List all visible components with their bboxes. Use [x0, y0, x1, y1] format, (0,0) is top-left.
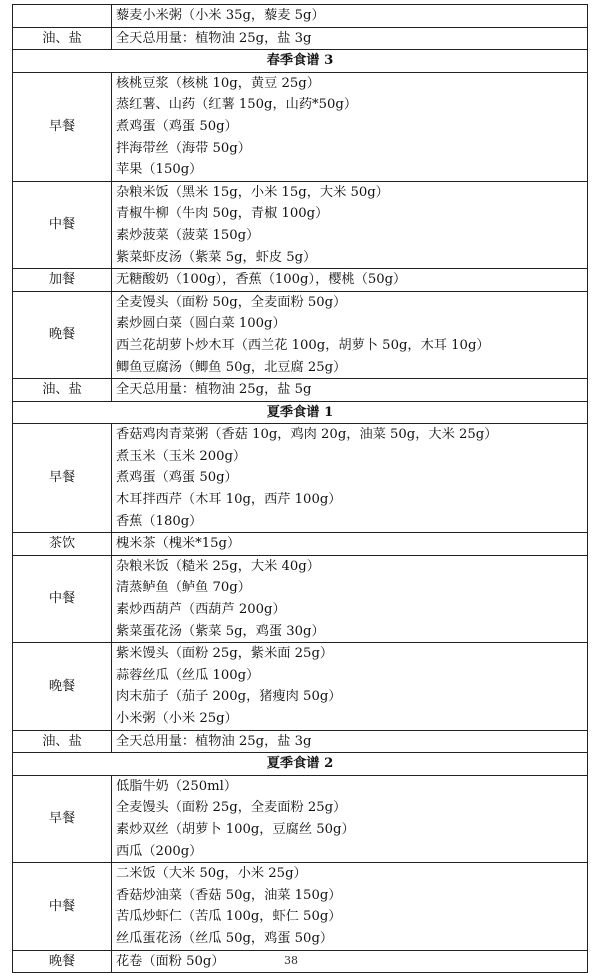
- food-item: 紫菜蛋花汤（紫菜 5g，鸡蛋 30g）: [116, 623, 325, 639]
- section-header-row: [13, 50, 588, 73]
- food-item: 苹果（150g）: [116, 162, 203, 178]
- menu-table: [12, 4, 588, 973]
- meal-items: [112, 555, 588, 642]
- meal-row: [13, 863, 588, 950]
- food-item: 小米粥（小米 25g）: [116, 711, 238, 726]
- food-item: 木耳拌西芹（木耳 10g，西芹 100g）: [116, 492, 342, 508]
- meal-row: [13, 72, 588, 181]
- meal-row: [13, 291, 588, 378]
- meal-row: [13, 555, 588, 642]
- meal-label: 加餐: [13, 269, 112, 292]
- meal-items: [112, 775, 588, 862]
- food-item: 西兰花胡萝卜炒木耳（西兰花 100g，胡萝卜 50g，木耳 10g）: [116, 337, 490, 353]
- food-item: 煮鸡蛋（鸡蛋 50g）: [116, 118, 238, 134]
- meal-label: 早餐: [13, 72, 112, 181]
- food-item: 低脂牛奶（250ml）: [116, 778, 238, 794]
- meal-row: [13, 379, 588, 402]
- food-item: 清蒸鲈鱼（鲈鱼 70g）: [116, 580, 251, 596]
- meal-items: [112, 269, 588, 292]
- meal-row: [13, 533, 588, 556]
- meal-label: 油、盐: [13, 379, 112, 402]
- meal-items: [112, 950, 588, 973]
- food-item: 全天总用量：植物油 25g，盐 3g: [116, 30, 312, 46]
- food-item: 鲫鱼豆腐汤（鲫鱼 50g，北豆腐 25g）: [116, 359, 347, 375]
- food-item: 香蕉（180g）: [116, 513, 203, 529]
- meal-label: [13, 5, 112, 28]
- food-item: 无糖酸奶（100g），香蕉（100g），樱桃（50g）: [116, 272, 407, 288]
- food-item: 二米饭（大米 50g，小米 25g）: [116, 866, 307, 882]
- meal-items: [112, 730, 588, 753]
- food-item: 丝瓜蛋花汤（丝瓜 50g，鸡蛋 50g）: [116, 930, 334, 946]
- food-item: 槐米茶（槐米*15g）: [116, 536, 241, 552]
- food-item: 香菇鸡肉青菜粥（香菇 10g，鸡肉 20g，油菜 50g，大米 25g）: [116, 427, 498, 443]
- meal-items: [112, 379, 588, 402]
- food-item: 杂粮米饭（黑米 15g，小米 15g，大米 50g）: [116, 184, 389, 200]
- food-item: 全天总用量：植物油 25g，盐 5g: [116, 382, 312, 398]
- food-item: 青椒牛柳（牛肉 50g，青椒 100g）: [116, 206, 329, 222]
- menu-table-body: [13, 5, 588, 973]
- meal-items: [112, 424, 588, 533]
- section-title: 夏季食谱 1: [13, 401, 588, 424]
- meal-row: [13, 424, 588, 533]
- food-item: 紫米馒头（面粉 25g，紫米面 25g）: [116, 646, 334, 662]
- meal-label: 晚餐: [13, 643, 112, 730]
- meal-row: [13, 730, 588, 753]
- meal-label: 茶饮: [13, 533, 112, 556]
- meal-row: [13, 950, 588, 973]
- food-item: 蒸红薯、山药（红薯 150g，山药*50g）: [116, 97, 358, 113]
- food-item: 煮玉米（玉米 200g）: [116, 448, 247, 464]
- food-item: 花卷（面粉 50g）: [116, 953, 225, 969]
- meal-row: [13, 27, 588, 50]
- food-item: 全麦馒头（面粉 25g，全麦面粉 25g）: [116, 800, 347, 816]
- meal-label: 中餐: [13, 863, 112, 950]
- meal-label: 中餐: [13, 181, 112, 268]
- food-item: 蒜蓉丝瓜（丝瓜 100g）: [116, 667, 260, 683]
- meal-items: [112, 863, 588, 950]
- meal-label: 中餐: [13, 555, 112, 642]
- food-item: 煮鸡蛋（鸡蛋 50g）: [116, 470, 238, 486]
- meal-label: 早餐: [13, 775, 112, 862]
- meal-items: [112, 643, 588, 730]
- meal-label: 油、盐: [13, 730, 112, 753]
- food-item: 香菇炒油菜（香菇 50g，油菜 150g）: [116, 887, 342, 903]
- food-item: 核桃豆浆（核桃 10g，黄豆 25g）: [116, 75, 320, 91]
- meal-label: 早餐: [13, 424, 112, 533]
- food-item: 素炒西葫芦（西葫芦 200g）: [116, 602, 286, 618]
- meal-row: [13, 775, 588, 862]
- food-item: 素炒菠菜（菠菜 150g）: [116, 227, 260, 243]
- food-item: 素炒圆白菜（圆白菜 100g）: [116, 316, 286, 332]
- meal-row: [13, 269, 588, 292]
- meal-items: [112, 291, 588, 378]
- section-header-row: [13, 401, 588, 424]
- food-item: 拌海带丝（海带 50g）: [116, 140, 251, 156]
- section-title: 夏季食谱 2: [13, 753, 588, 776]
- meal-row: [13, 181, 588, 268]
- meal-items: [112, 5, 588, 28]
- meal-row: [13, 643, 588, 730]
- meal-items: [112, 27, 588, 50]
- food-item: 肉末茄子（茄子 200g，猪瘦肉 50g）: [116, 689, 342, 705]
- food-item: 杂粮米饭（糙米 25g，大米 40g）: [116, 558, 320, 574]
- page-number: 38: [284, 954, 298, 967]
- food-item: 藜麦小米粥（小米 35g，藜麦 5g）: [116, 8, 325, 23]
- meal-row: [13, 5, 588, 28]
- food-item: 素炒双丝（胡萝卜 100g，豆腐丝 50g）: [116, 821, 355, 837]
- meal-label: 晚餐: [13, 950, 112, 973]
- food-item: 苦瓜炒虾仁（苦瓜 100g，虾仁 50g）: [116, 909, 342, 925]
- food-item: 紫菜虾皮汤（紫菜 5g，虾皮 5g）: [116, 249, 317, 265]
- meal-items: [112, 72, 588, 181]
- section-header-row: [13, 753, 588, 776]
- food-item: 全麦馒头（面粉 50g，全麦面粉 50g）: [116, 294, 347, 310]
- food-item: 全天总用量：植物油 25g，盐 3g: [116, 733, 312, 749]
- meal-items: [112, 533, 588, 556]
- meal-label: 油、盐: [13, 27, 112, 50]
- meal-label: 晚餐: [13, 291, 112, 378]
- section-title: 春季食谱 3: [13, 50, 588, 73]
- meal-items: [112, 181, 588, 268]
- food-item: 西瓜（200g）: [116, 843, 203, 859]
